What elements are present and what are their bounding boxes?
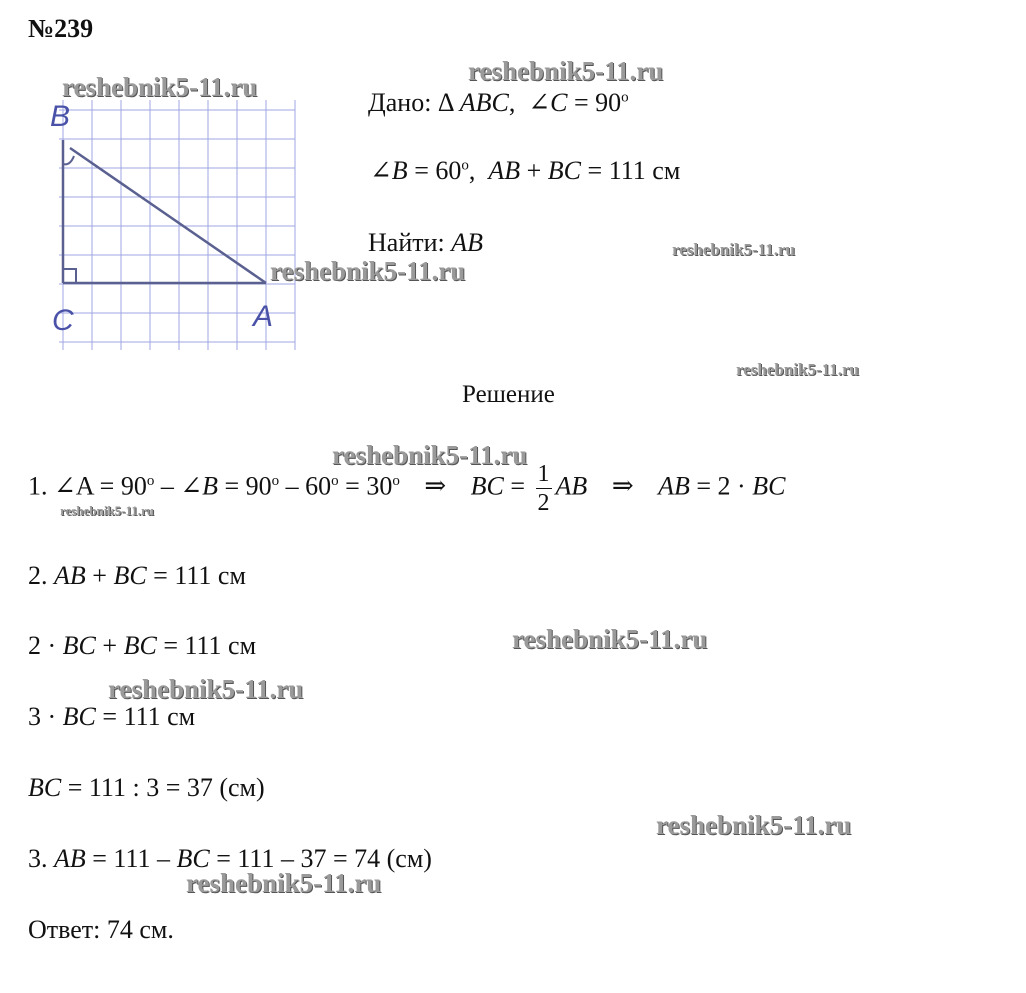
find-label: Найти: bbox=[368, 228, 445, 257]
find-target: AB bbox=[451, 228, 483, 257]
rhs: = 111 : 3 = 37 (см) bbox=[67, 773, 265, 802]
angle-b: B bbox=[202, 471, 218, 501]
watermark: reshebnik5-11.ru bbox=[656, 810, 852, 840]
angle-a: A bbox=[75, 471, 94, 501]
watermark: reshebnik5-11.ru bbox=[512, 624, 708, 654]
bc: BC bbox=[62, 702, 96, 731]
bc: BC bbox=[470, 471, 504, 501]
step-1: 1. ∠A = $90^o$ – ∠B = $90^o - 60^o = 30^o$ ⇒ BC = $\frac{1}{2}$ AB ⇒ AB = 2 · BC bbox=[28, 461, 786, 516]
triangle-name: ABC bbox=[459, 88, 509, 117]
result-expression: = 2 · bbox=[696, 471, 753, 501]
watermark: reshebnik5-11.ru bbox=[332, 440, 528, 470]
watermark: reshebnik5-11.ru bbox=[736, 360, 859, 379]
step-2-number: 2. bbox=[28, 561, 48, 590]
degree-mark: o bbox=[461, 157, 469, 174]
triangle-symbol: Δ bbox=[437, 88, 454, 117]
ab: AB bbox=[555, 471, 588, 501]
rhs: = 111 см bbox=[163, 631, 257, 660]
answer: Ответ: 74 см. bbox=[28, 915, 174, 944]
rhs: = 111 см bbox=[153, 561, 246, 590]
angle-c-name: C bbox=[550, 88, 568, 117]
coefficient: 2 · bbox=[28, 631, 63, 660]
right-angle-mark bbox=[63, 269, 76, 283]
find-line bbox=[368, 228, 483, 258]
watermark: reshebnik5-11.ru bbox=[186, 868, 382, 898]
rhs: = 111 см bbox=[102, 702, 196, 731]
degree-mark: o bbox=[271, 472, 280, 489]
bc: BC bbox=[28, 773, 62, 802]
triangle-abc bbox=[63, 140, 266, 283]
degree-mark: o bbox=[331, 472, 339, 489]
angle-b-name: B bbox=[391, 156, 408, 185]
watermark: reshebnik5-11.ru bbox=[60, 503, 155, 518]
bc: BC bbox=[113, 561, 147, 590]
sum-bc: BC bbox=[547, 156, 582, 185]
watermark: reshebnik5-11.ru bbox=[108, 674, 304, 704]
step-1-number: 1. bbox=[28, 471, 48, 501]
implies-arrow: ⇒ bbox=[424, 471, 447, 501]
angle-b-arc bbox=[63, 156, 74, 164]
watermark: reshebnik5-11.ru bbox=[62, 72, 258, 102]
degree-mark: o bbox=[146, 472, 155, 489]
step-2c bbox=[28, 702, 195, 732]
vertex-c-label: C bbox=[52, 304, 74, 337]
rhs: = 111 – 37 = 74 (см) bbox=[216, 844, 432, 873]
triangle-figure bbox=[40, 80, 300, 350]
angle-c-value: 90 bbox=[595, 88, 622, 117]
angle-b-value: 60 bbox=[435, 156, 462, 185]
value-90: 90 bbox=[120, 471, 147, 501]
ab: AB bbox=[54, 844, 86, 873]
degree-mark: o bbox=[621, 89, 629, 106]
implies-arrow: ⇒ bbox=[611, 471, 634, 501]
sum-ab: AB bbox=[488, 156, 521, 185]
sum-value: 111 см bbox=[608, 156, 681, 185]
bc: BC bbox=[752, 471, 786, 501]
value-90: 90 bbox=[245, 471, 272, 501]
watermark: reshebnik5-11.ru bbox=[270, 256, 466, 286]
fraction-numerator: 1 bbox=[537, 461, 550, 487]
ab: AB bbox=[54, 561, 86, 590]
bc: BC bbox=[123, 631, 157, 660]
step-2d bbox=[28, 773, 265, 803]
given-line-1: Дано: Δ ABC, ∠C = $90^o$ bbox=[368, 88, 629, 117]
vertex-a-label: A bbox=[253, 300, 274, 333]
bc: BC bbox=[176, 844, 210, 873]
value-60: 60 bbox=[305, 471, 332, 501]
vertex-b-label: B bbox=[50, 100, 71, 133]
bc: BC bbox=[62, 631, 96, 660]
given-label: Дано: bbox=[368, 88, 432, 117]
problem-number: №239 bbox=[28, 14, 94, 43]
step-2: 2. AB + BC = 111 см bbox=[28, 561, 246, 590]
solution-heading: Решение bbox=[462, 381, 555, 408]
mid-expression: = 111 – bbox=[92, 844, 177, 873]
value-30: 30 bbox=[366, 471, 393, 501]
fraction-denominator: 2 bbox=[537, 490, 550, 516]
coefficient: 3 · bbox=[28, 702, 63, 731]
watermark: reshebnik5-11.ru bbox=[672, 240, 795, 259]
given-line-2: ∠B = $60^o$, AB + BC = 111 см bbox=[370, 156, 681, 185]
watermark: reshebnik5-11.ru bbox=[468, 56, 664, 86]
ab: AB bbox=[658, 471, 690, 501]
step-2b: 2 · BC + BC = 111 см bbox=[28, 631, 257, 660]
degree-mark: o bbox=[392, 472, 400, 489]
fraction-one-half bbox=[536, 462, 552, 515]
step-3-number: 3. bbox=[28, 844, 48, 873]
